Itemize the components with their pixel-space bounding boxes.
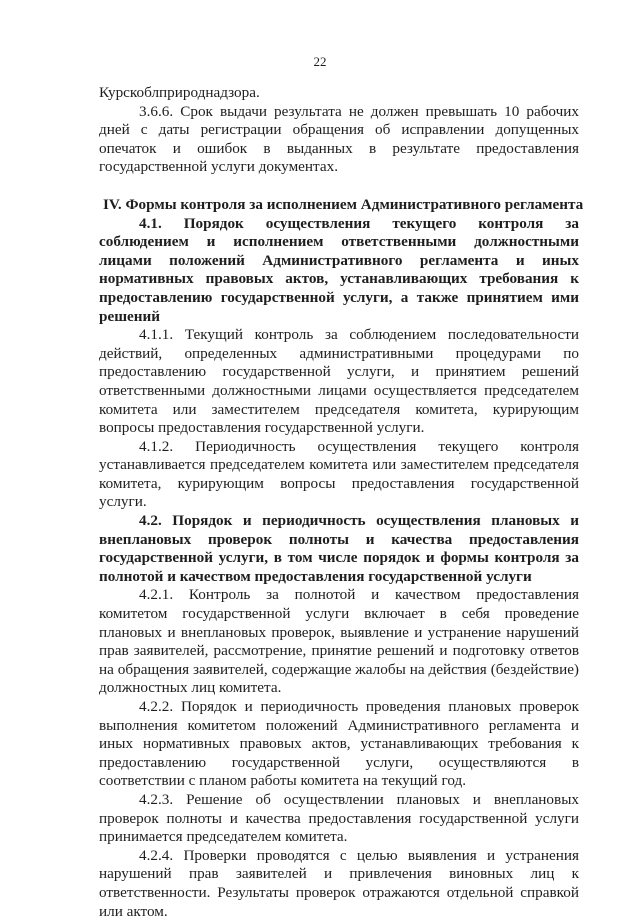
section-heading-iv: IV. Формы контроля за исполнением Административного регламента: [103, 195, 584, 213]
paragraph-continuation: Курскоблприроднадзора.: [99, 84, 260, 101]
subsection-heading-4-1: 4.1. Порядок осуществления текущего контроля за соблюдением и исполнением ответственными должностными лицами положений Административного регламента и иных нормативных правовых актов, устанавливающих требования к предоставлению государственной услуги, а также принятием ими решений: [99, 214, 579, 325]
subsection-heading-4-2: 4.2. Порядок и периодичность осуществления плановых и внеплановых проверок полноты и качества предоставления государственной услуги, в том числе порядок и формы контроля за полнотой и качеством предоставления государственной услуги: [99, 512, 579, 585]
paragraph-4-2-3: 4.2.3. Решение об осуществлении плановых и внеплановых проверок полноты и качества предоставления государственной услуги принимается председателем комитета.: [99, 790, 579, 846]
document-body: [99, 84, 584, 921]
paragraph-4-2-4: 4.2.4. Проверки проводятся с целью выявления и устранения нарушений прав заявителей и привлечения виновных лиц к ответственности. Результаты проверок отражаются отдельной справкой или актом.: [99, 846, 579, 920]
page-number: 22: [313, 54, 327, 69]
paragraph-4-2-1: 4.2.1. Контроль за полнотой и качеством предоставления комитетом государственной услуги включает в себя проведение плановых и внеплановых проверок, выявление и устранение нарушений прав заявителей, рассмотрение, принятие решений и подготовку ответов на обращения заявителей, содержащие жалобы на действия (бездействие) должностных лиц комитета.: [99, 586, 579, 697]
paragraph-4-1-1: 4.1.1. Текущий контроль за соблюдением последовательности действий, определенных административными процедурами по предоставлению государственной услуги, и принятием решений ответственными должностными лицами осуществляется председателем комитета или заместителем председателя комитета, курирующим вопросы предоставления государственной услуги.: [99, 326, 579, 437]
section-spacer: [99, 177, 579, 196]
paragraph-3-6-6: 3.6.6. Срок выдачи результата не должен превышать 10 рабочих дней с даты регистрации обращения об исправлении допущенных опечаток и ошибок в выданных в результате предоставления государственной услуги документах.: [99, 102, 579, 176]
paragraph-4-1-2: 4.1.2. Периодичность осуществления текущего контроля устанавливается председателем комитета или заместителем председателя комитета, курирующим вопросы предоставления государственной услуги.: [99, 437, 579, 511]
paragraph-4-2-2: 4.2.2. Порядок и периодичность проведения плановых проверок выполнения комитетом положений Административного регламента и иных нормативных правовых актов, устанавливающих требования к предоставлению государственной услуги, осуществляются в соответствии с планом работы комитета на текущий год.: [99, 698, 579, 790]
